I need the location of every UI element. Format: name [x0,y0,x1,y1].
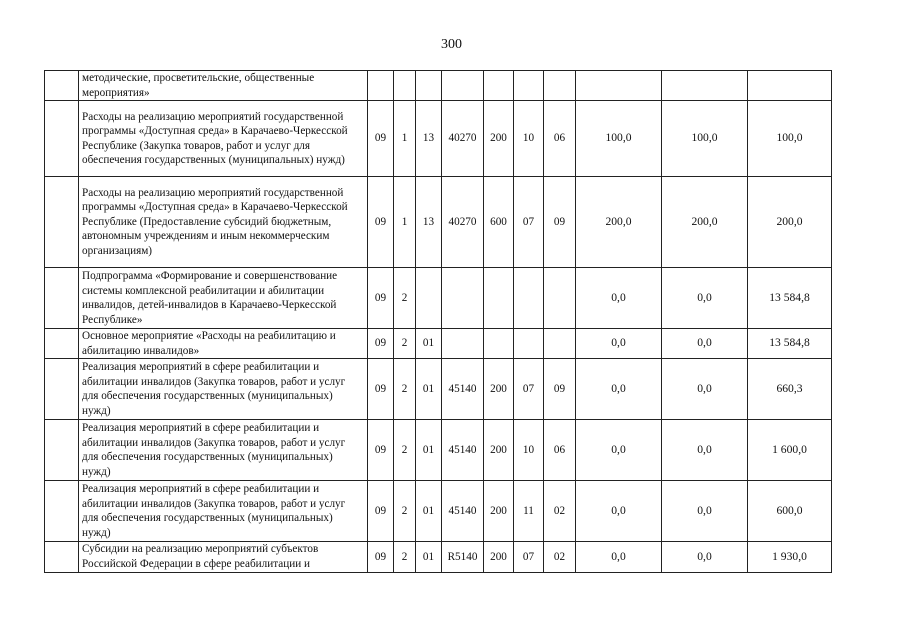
amount-cell: 100,0 [662,101,748,177]
blank-cell [45,71,79,101]
code-cell [514,71,544,101]
amount-cell: 0,0 [576,268,662,329]
amount-cell: 1 600,0 [748,420,832,481]
amount-cell [662,71,748,101]
item-name: Реализация мероприятий в сфере реабилитации и абилитации инвалидов (Закупка товаров, работ и услуг для обеспечения государственных (муниципальных) нужд) [79,481,368,542]
code-cell: 40270 [442,101,484,177]
blank-cell [45,268,79,329]
amount-cell [576,71,662,101]
code-cell: 01 [416,359,442,420]
code-cell: 07 [514,177,544,268]
blank-cell [45,359,79,420]
blank-cell [45,329,79,359]
code-cell: 200 [484,101,514,177]
amount-cell: 0,0 [662,481,748,542]
code-cell [368,71,394,101]
table-row [45,268,832,329]
amount-cell: 0,0 [662,329,748,359]
amount-cell: 0,0 [662,359,748,420]
blank-cell [45,177,79,268]
table-row [45,177,832,268]
amount-cell: 0,0 [662,542,748,572]
item-name: Основное мероприятие «Расходы на реабилитацию и абилитацию инвалидов» [79,329,368,359]
item-name: Реализация мероприятий в сфере реабилитации и абилитации инвалидов (Закупка товаров, работ и услуг для обеспечения государственных (муниципальных) нужд) [79,359,368,420]
amount-cell: 0,0 [576,481,662,542]
code-cell: 10 [514,420,544,481]
code-cell [514,268,544,329]
table-row [45,329,832,359]
amount-cell: 200,0 [576,177,662,268]
code-cell [544,71,576,101]
item-name: Реализация мероприятий в сфере реабилитации и абилитации инвалидов (Закупка товаров, работ и услуг для обеспечения государственных (муниципальных) нужд) [79,420,368,481]
amount-cell: 0,0 [576,420,662,481]
code-cell: 09 [368,268,394,329]
code-cell: 2 [394,542,416,572]
code-cell: 2 [394,420,416,481]
table-row [45,359,832,420]
code-cell: 40270 [442,177,484,268]
code-cell: 200 [484,481,514,542]
code-cell: 09 [368,177,394,268]
code-cell: 09 [368,101,394,177]
amount-cell: 100,0 [748,101,832,177]
amount-cell: 13 584,8 [748,329,832,359]
amount-cell: 200,0 [748,177,832,268]
item-name: Расходы на реализацию мероприятий государственной программы «Доступная среда» в Карачаево-Черкесской Республике (Закупка товаров, работ и услуг для обеспечения государственных (муниципальных) нужд) [79,101,368,177]
code-cell [544,268,576,329]
code-cell: 01 [416,329,442,359]
amount-cell: 1 930,0 [748,542,832,572]
table-row [45,101,832,177]
code-cell: 09 [544,177,576,268]
amount-cell: 0,0 [662,420,748,481]
code-cell [416,71,442,101]
code-cell: 2 [394,359,416,420]
code-cell [394,71,416,101]
code-cell: 1 [394,101,416,177]
blank-cell [45,481,79,542]
amount-cell: 0,0 [576,359,662,420]
code-cell: 45140 [442,481,484,542]
blank-cell [45,542,79,572]
code-cell [484,329,514,359]
code-cell: 09 [544,359,576,420]
code-cell: 200 [484,359,514,420]
code-cell: 02 [544,481,576,542]
item-name: Субсидии на реализацию мероприятий субъектов Российской Федерации в сфере реабилитации и [79,542,368,572]
code-cell: 09 [368,329,394,359]
code-cell: R5140 [442,542,484,572]
code-cell: 09 [368,420,394,481]
budget-table [44,70,832,573]
code-cell [484,71,514,101]
page-number: 300 [441,37,462,52]
code-cell: 13 [416,177,442,268]
blank-cell [45,101,79,177]
code-cell: 200 [484,542,514,572]
code-cell: 2 [394,481,416,542]
code-cell [442,268,484,329]
code-cell [416,268,442,329]
code-cell: 06 [544,101,576,177]
code-cell: 01 [416,420,442,481]
item-name: Расходы на реализацию мероприятий государственной программы «Доступная среда» в Карачаево-Черкесской Республике (Предоставление субсидий бюджетным, автономным учреждениям и иным некоммерческим организациям) [79,177,368,268]
table-row [45,481,832,542]
code-cell: 09 [368,359,394,420]
amount-cell: 100,0 [576,101,662,177]
code-cell [442,71,484,101]
code-cell: 01 [416,542,442,572]
code-cell: 01 [416,481,442,542]
code-cell: 600 [484,177,514,268]
table-row [45,420,832,481]
amount-cell: 0,0 [576,329,662,359]
code-cell: 07 [514,359,544,420]
code-cell: 200 [484,420,514,481]
code-cell: 2 [394,329,416,359]
item-name: методические, просветительские, общественные мероприятия» [79,71,368,101]
blank-cell [45,420,79,481]
code-cell [442,329,484,359]
amount-cell [748,71,832,101]
table-row [45,542,832,572]
code-cell: 07 [514,542,544,572]
item-name: Подпрограмма «Формирование и совершенствование системы комплексной реабилитации и абилитации инвалидов, детей-инвалидов в Карачаево-Черкесской Республике» [79,268,368,329]
table-row [45,71,832,101]
amount-cell: 0,0 [662,268,748,329]
code-cell: 45140 [442,359,484,420]
amount-cell: 13 584,8 [748,268,832,329]
code-cell: 13 [416,101,442,177]
code-cell: 10 [514,101,544,177]
code-cell [514,329,544,359]
code-cell: 1 [394,177,416,268]
code-cell: 45140 [442,420,484,481]
amount-cell: 660,3 [748,359,832,420]
code-cell: 2 [394,268,416,329]
code-cell: 06 [544,420,576,481]
code-cell [484,268,514,329]
code-cell [544,329,576,359]
code-cell: 11 [514,481,544,542]
code-cell: 09 [368,481,394,542]
code-cell: 02 [544,542,576,572]
amount-cell: 0,0 [576,542,662,572]
amount-cell: 200,0 [662,177,748,268]
amount-cell: 600,0 [748,481,832,542]
code-cell: 09 [368,542,394,572]
